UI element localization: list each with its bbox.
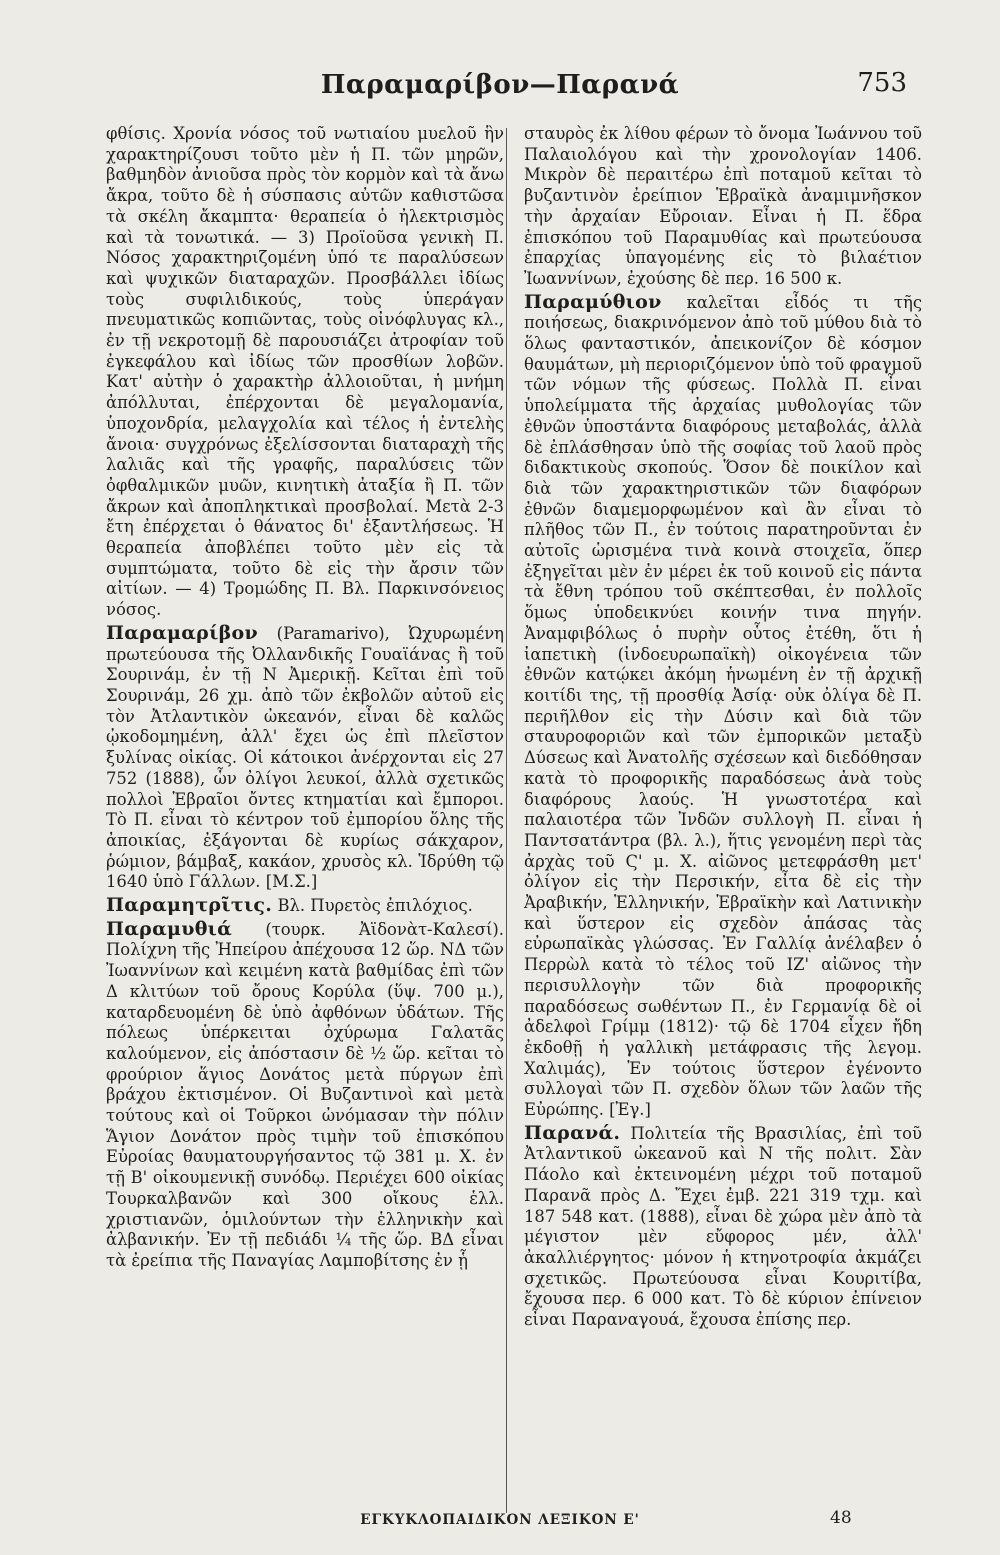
entry-parametritis [106,895,504,917]
entry-text: σταυρὸς ἐκ λίθου φέρων τὸ ὄνομα Ἰωάννου τοῦ Παλαιολόγου καὶ τὴν χρονολογίαν 1406. Μικρὸν δὲ περαιτέρω ἐπὶ ποταμοῦ κεῖται τὸ βυζαντινὸν ἐρείπιον Ἑβραϊκὰ ἀναμιμνῆσκον τὴν ἀρχαίαν Εὔροιαν. Εἶναι ἡ Π. ἕδρα ἐπισκόπου τοῦ Παραμυθίας καὶ πρωτεύουσα ἐπαρχίας ὑπαγομένης εἰς τὸ βιλαέτιον Ἰωαννίνων, ἐχούσης δὲ περ. 16 500 κ. [524,124,922,288]
signature-mark: 48 [830,1508,852,1528]
page-number: 753 [857,68,907,98]
headword: Παραμαρίβον [106,621,258,644]
entry-text: φθίσις. Χρονία νόσος τοῦ νωτιαίου μυελοῦ ἣν χαρακτηρίζουσι τοῦτο μὲν ἡ Π. τῶν μηρῶν, βαθμηδὸν ἀνιοῦσα πρὸς τὸν κορμὸν καὶ τὰ ἄνω ἄκρα, τοῦτο δὲ ἡ σύσπασις αὐτῶν καθιστῶσα τὰ σκέλη ἄκαμπτα· θεραπεία ὁ ἠλεκτρισμὸς καὶ τὰ τονωτικά. — 3) Προϊοῦσα γενικὴ Π. Νόσος χαρακτηριζομένη ὑπό τε παραλύσεων καὶ ψυχικῶν διαταραχῶν. Προσβάλλει ἰδίως τοὺς συφιλιδικούς, τοὺς ὑπεράγαν πνευματικῶς κοπιῶντας, τοὺς οἰνόφλυγας κλ., ἐν τῇ νεκροτομῇ δὲ παρουσιάζει ἀτροφίαν τοῦ ἐγκεφάλου καὶ ἰδίως τῶν προσθίων λοβῶν. Κατ' αὐτὴν ὁ χαρακτὴρ ἀλλοιοῦται, ἡ μνήμη ἀπόλλυται, ἐπέρχονται δὲ μεγαλομανία, ὑποχονδρία, μελαγχολία καὶ τέλος ἡ ἐντελὴς ἄνοια· συγχρόνως ἐξελίσσονται διαταραχὴ τῆς λαλιᾶς καὶ τῆς γραφῆς, παραλύσεις τῶν ὀφθαλμικῶν μυῶν, κινητικὴ ἀταξία ἢ Π. τῶν ἄκρων καὶ ἀποπληκτικαὶ προσβολαί. Μετὰ 2-3 ἔτη ἐπέρχεται ὁ θάνατος δι' ἐξαντλήσεως. Ἡ θεραπεία ἀποβλέπει τοῦτο μὲν εἰς τὰ συμπτώματα, τοῦτο δὲ εἰς τὴν ἄρσιν τῶν αἰτίων. — 4) Τρομώδης Π. Βλ. Παρκινσόνειος νόσος. [106,124,504,620]
entry-continuation [524,124,922,290]
entry-text: Πολιτεία τῆς Βρασιλίας, ἐπὶ τοῦ Ἀτλαντικοῦ ὠκεανοῦ καὶ Ν τῆς πολιτ. Σὰν Πάολο καὶ ἐκτεινομένη μέχρι τοῦ ποταμοῦ Παρανᾶ πρὸς Δ. Ἔχει ἐμβ. 221 319 τχμ. καὶ 187 548 κατ. (1888), εἶναι δὲ χώρα μὲν ἀπὸ τὰ μέγιστον μὲν εὔφορος μέν, ἀλλ' ἀκαλλιέργητος· μόνον ἡ κτηνοτροφία ἀκμάζει σχετικῶς. Πρωτεύουσα εἶναι Κουριτίβα, ἔχουσα περ. 6 000 κατ. Τὸ δὲ κύριον ἐπίνειον εἶναι Παραναγουά, ἔχουσα ἐπίσης περ. [524,1123,922,1330]
headword: Παραμύθιον [524,290,662,313]
headword: Παρανά. [524,1121,621,1144]
entry-parana [524,1123,922,1331]
footer-text: ΕΓΚΥΚΛΟΠΑΙΔΙΚΟΝ ΛΕΞΙΚΟΝ Ε' [360,1512,640,1528]
entry-text: Βλ. Πυρετὸς ἐπιλόχιος. [277,896,473,916]
headword: Παραμητρῖτις. [106,894,273,917]
right-column [524,124,922,1331]
entry-text: (Paramarivo), Ὠχυρωμένη πρωτεύουσα τῆς Ὀλλανδικῆς Γουαϊάνας ἢ τοῦ Σουρινάμ, ἐν τῇ Ν Ἀμερικῇ. Κεῖται ἐπὶ τοῦ Σουρινάμ, 26 χμ. ἀπὸ τῶν ἐκβολῶν αὐτοῦ εἰς τὸν Ἀτλαντικὸν ὠκεανόν, εἶναι δὲ καλῶς ᾠκοδομημένη, ἀλλ' ἔχει ὡς ἐπὶ πλεῖστον ξυλίνας οἰκίας. Οἱ κάτοικοι ἀνέρχονται εἰς 27 752 (1888), ὧν ὀλίγοι λευκοί, ἀλλὰ σχετικῶς πολλοὶ Ἑβραῖοι ὄντες κτηματίαι καὶ ἔμποροι. Τὸ Π. εἶναι τὸ κέντρον τοῦ ἐμπορίου ὅλης τῆς ἀποικίας, ἐξάγονται δὲ κυρίως σάκχαρον, ῥώμιον, βάμβαξ, κακάον, χρυσὸς κλ. Ἱδρύθη τῷ 1640 ὑπὸ Γάλλων. [Μ.Σ.] [106,623,504,892]
entry-paramaribo [106,623,504,893]
page-footer [0,1508,1000,1544]
column-divider [506,128,507,1513]
headword: Παραμυθιά [106,917,233,940]
entry-text: καλεῖται εἶδός τι τῆς ποιήσεως, διακρινόμενον ἀπὸ τοῦ μύθου διὰ τὸ ὅλως φανταστικόν, ἀπεικονίζον δὲ κόσμον θαυμάτων, μὴ περιοριζόμενον ὑπὸ τοῦ φραγμοῦ τῶν νόμων τῆς φύσεως. Πολλὰ Π. εἶναι ὑπολείμματα τῆς ἀρχαίας μυθολογίας τῶν ἐθνῶν ὑποστάντα διαφόρους μεταβολάς, ἀλλὰ δὲ ἐπλάσθησαν ὑπὸ τῆς σοφίας τοῦ λαοῦ πρὸς διδακτικοὺς σκοπούς. Ὅσον δὲ ποικίλον καὶ διὰ τῶν χαρακτηριστικῶν τῶν διαφόρων ἐθνῶν διαμεμορφωμένον καὶ ἂν εἶναι τὸ πλῆθος τῶν Π., ἐν τούτοις παρατηροῦνται ἐν αὐτοῖς ὡρισμένα τινὰ κοινὰ στοιχεῖα, ὅπερ ἐξηγεῖται μὲν ἐν μέρει ἐκ τοῦ κοινοῦ εἰς πάντα τὰ ἔθνη τρόπου τοῦ σκέπτεσθαι, ἐν πολλοῖς ὅμως ὑποδεικνύει κοινήν τινα πηγήν. Ἀναμφιβόλως ὁ πυρὴν οὗτος ἐτέθη, ὅτι ἡ ἰαπετικὴ (ἰνδοευρωπαϊκὴ) οἰκογένεια τῶν ἐθνῶν κατῴκει ἀκόμη ἡνωμένη ἐν τῇ ἀρχικῇ κοιτίδι της, τῇ προσθίᾳ Ἀσίᾳ· οὐκ ὀλίγα δὲ Π. περιῆλθον εἰς τὴν Δύσιν καὶ διὰ τῶν σταυροφοριῶν καὶ τῶν ἐμπορικῶν μεταξὺ Δύσεως καὶ Ἀνατολῆς σχέσεων καὶ διεδόθησαν κατὰ τὸ προφορικῆς παραδόσεως ἀνὰ τοὺς διαφόρους λαούς. Ἡ γνωστοτέρα καὶ παλαιοτέρα τῶν Ἰνδῶν συλλογὴ Π. εἶναι ἡ Παντσατάντρα (βλ. λ.), ἥτις γενομένη περὶ τὰς ἀρχὰς τοῦ Ϛ' μ. Χ. αἰῶνος μετεφράσθη μετ' ὀλίγον εἰς τὴν Περσικήν, εἶτα δὲ εἰς τὴν Ἀραβικήν, Ἑλληνικήν, Ἑβραϊκὴν καὶ Λατινικὴν καὶ ὕστερον εἰς σχεδὸν ἁπάσας τὰς εὐρωπαϊκὰς γλώσσας. Ἐν Γαλλίᾳ ἀνέλαβεν ὁ Περρὼλ κατὰ τὸ τέλος τοῦ ΙΖ' αἰῶνος τὴν περισυλλογὴν τῶν διὰ προφορικῆς παραδόσεως σωθέντων Π., ἐν Γερμανίᾳ δὲ οἱ ἀδελφοὶ Γρίμμ (1812)· τῷ δὲ 1704 εἶχεν ἤδη ἐκδοθῇ ἡ γαλλικὴ μετάφρασις τῆς λεγομ. Χαλιμάς), Ἐν τούτοις ὕστερον ἐγένοντο συλλογαὶ τῶν Π. σχεδὸν ὅλων τῶν λαῶν τῆς Εὐρώπης. [Ἐγ.] [524,292,922,1120]
entry-continuation [106,124,504,621]
entry-paramythion [524,292,922,1121]
entry-paramythia [106,919,504,1272]
left-column [106,124,504,1272]
running-head [0,62,1000,114]
entry-text: (τουρκ. Ἀϊδονὰτ-Καλεσί). Πολίχνη τῆς Ἠπείρου ἀπέχουσα 12 ὥρ. ΝΔ τῶν Ἰωαννίνων καὶ κειμένη κατὰ βαθμίδας ἐπὶ τῶν Δ κλιτύων τοῦ ὄρους Κορύλα (ὕψ. 700 μ.), καταρδευομένη δὲ ὑπὸ ἀφθόνων ὑδάτων. Τῆς πόλεως ὑπέρκειται ὀχύρωμα Γαλατᾶς καλούμενον, εἰς ἀπόστασιν δὲ ½ ὥρ. κεῖται τὸ φρούριον ἅγιος Δονάτος μετὰ πύργων ἐπὶ βράχου ἐκτισμένον. Οἱ Βυζαντινοὶ καὶ μετὰ τούτους καὶ οἱ Τοῦρκοι ὠνόμασαν τὴν πόλιν Ἅγιον Δονάτον πρὸς τιμὴν τοῦ ἐπισκόπου Εὐροίας θαυματουργήσαντος τῷ 381 μ. Χ. ἐν τῇ Β' οἰκουμενικῇ συνόδῳ. Περιέχει 600 οἰκίας Τουρκαλβανῶν καὶ 300 οἴκους ἑλλ. χριστιανῶν, ὁμιλούντων τὴν ἑλληνικὴν καὶ ἀλβανικήν. Ἐν τῇ πεδιάδι ¼ τῆς ὥρ. ΒΔ εἶναι τὰ ἐρείπια τῆς Παναγίας Λαμποβίτσης ἐν ᾗ [106,919,504,1270]
page-title: Παραμαρίβον—Παρανά [320,70,680,100]
